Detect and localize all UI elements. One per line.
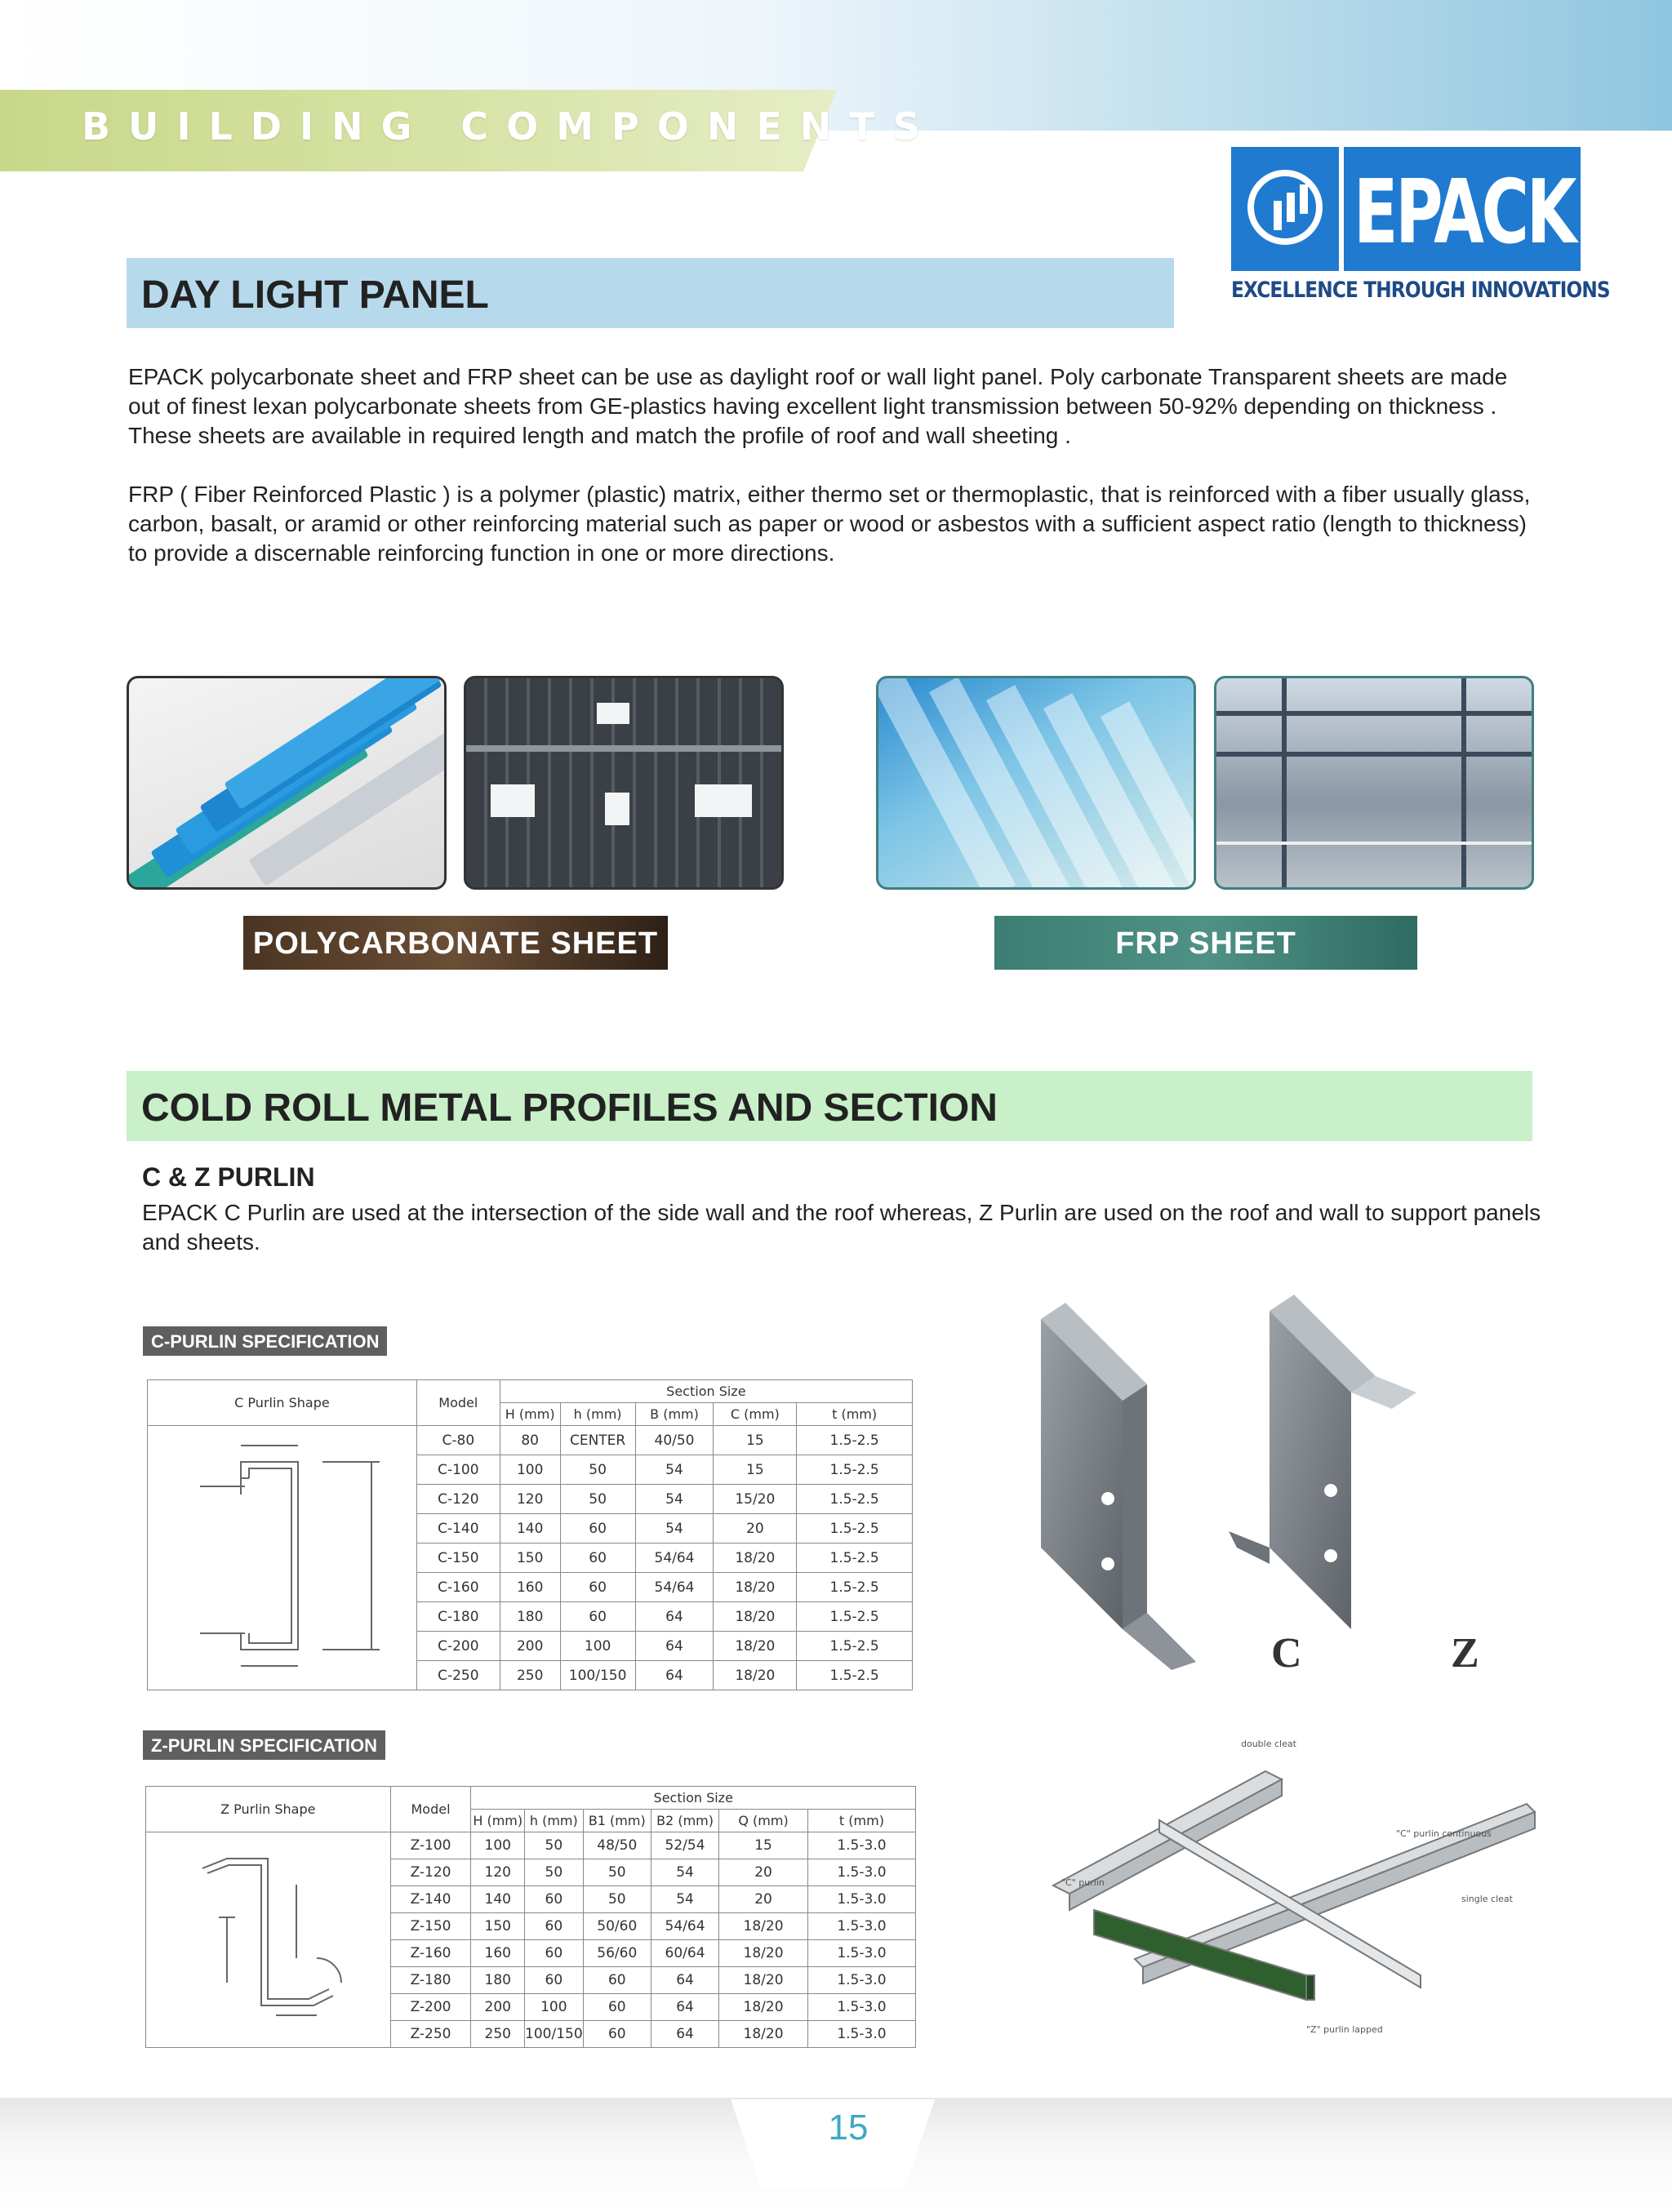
z-cell: 60 xyxy=(525,1940,584,1967)
z-cell: 60 xyxy=(525,1967,584,1994)
c-cell: 1.5-2.5 xyxy=(797,1485,913,1514)
c-cell: 50 xyxy=(560,1455,635,1485)
c-cell: 1.5-2.5 xyxy=(797,1514,913,1544)
c-cell: C-180 xyxy=(416,1602,500,1632)
c-cell: 54 xyxy=(635,1485,714,1514)
z-shape-header: Z Purlin Shape xyxy=(146,1787,391,1832)
c-cell: 40/50 xyxy=(635,1426,714,1455)
z-cell: 60 xyxy=(525,1886,584,1913)
z-cell: Z-200 xyxy=(390,1994,471,2021)
c-cell: 50 xyxy=(560,1485,635,1514)
z-cell: 20 xyxy=(719,1886,808,1913)
z-cell: 50 xyxy=(583,1859,651,1886)
c-cell: 64 xyxy=(635,1602,714,1632)
c-model-header: Model xyxy=(416,1380,500,1426)
z-cell: 64 xyxy=(651,1994,718,2021)
z-purlin-table xyxy=(145,1786,916,2048)
z-model-header: Model xyxy=(390,1787,471,1832)
z-cell: 50/60 xyxy=(583,1913,651,1940)
frp-label: FRP SHEET xyxy=(994,916,1417,970)
z-cell: 140 xyxy=(471,1886,525,1913)
c-cell: 54/64 xyxy=(635,1573,714,1602)
z-cell: 250 xyxy=(471,2021,525,2048)
z-cell: Z-100 xyxy=(390,1832,471,1859)
z-cell: 54/64 xyxy=(651,1913,718,1940)
c-z-purlin-photo xyxy=(992,1286,1580,1670)
z-cell: 20 xyxy=(719,1859,808,1886)
c-cell: 18/20 xyxy=(714,1632,797,1661)
z-cell: 1.5-3.0 xyxy=(807,2021,915,2048)
z-cell: 1.5-3.0 xyxy=(807,1940,915,1967)
polycarbonate-label: POLYCARBONATE SHEET xyxy=(243,916,668,970)
z-cell: 64 xyxy=(651,2021,718,2048)
frame-label-c-continuous: "C" purlin continuous xyxy=(1396,1828,1492,1839)
logo-divider xyxy=(1339,147,1344,271)
c-cell: 64 xyxy=(635,1661,714,1690)
frame-label-z-lapped: "Z" purlin lapped xyxy=(1306,2024,1383,2035)
frp-warehouse-photo xyxy=(1214,676,1534,890)
c-cell: 160 xyxy=(500,1573,560,1602)
c-cell: 150 xyxy=(500,1544,560,1573)
z-cell: 52/54 xyxy=(651,1832,718,1859)
c-col-header: B (mm) xyxy=(635,1403,714,1426)
c-cell: 60 xyxy=(560,1602,635,1632)
z-cell: 56/60 xyxy=(583,1940,651,1967)
daylight-heading: DAY LIGHT PANEL xyxy=(127,258,1174,328)
z-cell: 50 xyxy=(583,1886,651,1913)
c-cell: 15/20 xyxy=(714,1485,797,1514)
c-cell: 18/20 xyxy=(714,1573,797,1602)
c-cell: 15 xyxy=(714,1455,797,1485)
c-cell: 15 xyxy=(714,1426,797,1455)
z-cell: 18/20 xyxy=(719,1994,808,2021)
frame-label-c-purlin: "C" purlin xyxy=(1061,1877,1105,1888)
c-cell: 64 xyxy=(635,1632,714,1661)
logo-word: EPACK xyxy=(1354,162,1575,264)
z-cell: 64 xyxy=(651,1967,718,1994)
z-cell: 1.5-3.0 xyxy=(807,1994,915,2021)
z-col-header: Q (mm) xyxy=(719,1810,808,1832)
c-col-header: C (mm) xyxy=(714,1403,797,1426)
polycarbonate-sheets-photo xyxy=(127,676,447,890)
banner-title: BUILDING COMPONENTS xyxy=(82,104,938,149)
c-cell: 1.5-2.5 xyxy=(797,1602,913,1632)
c-cell: 54/64 xyxy=(635,1544,714,1573)
c-cell: 1.5-2.5 xyxy=(797,1544,913,1573)
z-col-header: H (mm) xyxy=(471,1810,525,1832)
z-cell: Z-150 xyxy=(390,1913,471,1940)
frame-label-double-cleat: double cleat xyxy=(1241,1739,1296,1749)
z-cell: 54 xyxy=(651,1886,718,1913)
z-col-header: B1 (mm) xyxy=(583,1810,651,1832)
z-cell: 100/150 xyxy=(525,2021,584,2048)
z-cell: 100 xyxy=(525,1994,584,2021)
c-purlin-shape-drawing xyxy=(148,1426,417,1690)
z-cell: Z-160 xyxy=(390,1940,471,1967)
frame-label-single-cleat: single cleat xyxy=(1461,1894,1513,1904)
z-label: Z xyxy=(1451,1630,1479,1677)
c-cell: C-140 xyxy=(416,1514,500,1544)
polycarbonate-roof-photo xyxy=(464,676,784,890)
daylight-paragraph-1: EPACK polycarbonate sheet and FRP sheet can be use as daylight roof or wall light panel. Poly carbonate Transparent sheets are made out of finest lexan polycarbonate sheets from GE-plastics having excellent light transmission between 50-92% depending on thickness . These sheets are available in required length and match the profile of roof and wall sheeting . xyxy=(128,364,1508,448)
c-cell: 60 xyxy=(560,1544,635,1573)
c-cell: C-250 xyxy=(416,1661,500,1690)
epack-logo xyxy=(1231,147,1581,271)
c-cell: 54 xyxy=(635,1514,714,1544)
z-purlin-spec-tag: Z-PURLIN SPECIFICATION xyxy=(143,1730,385,1760)
z-cell: 60 xyxy=(583,1967,651,1994)
c-cell: 100 xyxy=(560,1632,635,1661)
c-col-header: h (mm) xyxy=(560,1403,635,1426)
z-cell: 60 xyxy=(583,1994,651,2021)
c-cell: C-80 xyxy=(416,1426,500,1455)
z-cell: 18/20 xyxy=(719,2021,808,2048)
logo-chart-icon xyxy=(1247,170,1323,245)
purlin-subheading: C & Z PURLIN xyxy=(142,1162,315,1192)
z-purlin-shape-drawing xyxy=(146,1832,391,2048)
c-shape-header: C Purlin Shape xyxy=(148,1380,417,1426)
c-cell: C-150 xyxy=(416,1544,500,1573)
daylight-paragraph-2: FRP ( Fiber Reinforced Plastic ) is a polymer (plastic) matrix, either thermo set or thermoplastic, that is reinforced with a fiber usually glass, carbon, basalt, or aramid or other reinforcing material such as paper or wood or asbestos with a sufficient aspect ratio (length to thickness) to provide a discernable reinforcing function in one or more directions. xyxy=(128,482,1531,566)
purlin-frame-diagram xyxy=(1037,1706,1543,2057)
z-cell: 100 xyxy=(471,1832,525,1859)
z-cell: 50 xyxy=(525,1832,584,1859)
c-cell: 1.5-2.5 xyxy=(797,1661,913,1690)
z-cell: 1.5-3.0 xyxy=(807,1832,915,1859)
c-cell: C-200 xyxy=(416,1632,500,1661)
purlin-paragraph: EPACK C Purlin are used at the intersection of the side wall and the roof whereas, Z Purlin are used on the roof and wall to support panels and sheets. xyxy=(142,1200,1541,1255)
c-cell: 180 xyxy=(500,1602,560,1632)
c-cell: 1.5-2.5 xyxy=(797,1426,913,1455)
z-cell: 1.5-3.0 xyxy=(807,1886,915,1913)
z-cell: 48/50 xyxy=(583,1832,651,1859)
z-col-header: B2 (mm) xyxy=(651,1810,718,1832)
c-cell: C-160 xyxy=(416,1573,500,1602)
z-cell: 1.5-3.0 xyxy=(807,1859,915,1886)
z-cell: Z-180 xyxy=(390,1967,471,1994)
z-cell: Z-140 xyxy=(390,1886,471,1913)
c-cell: CENTER xyxy=(560,1426,635,1455)
z-cell: 18/20 xyxy=(719,1967,808,1994)
z-cell: 200 xyxy=(471,1994,525,2021)
c-cell: 18/20 xyxy=(714,1661,797,1690)
c-cell: 54 xyxy=(635,1455,714,1485)
c-cell: 100/150 xyxy=(560,1661,635,1690)
page-number: 15 xyxy=(828,2108,869,2148)
z-cell: Z-250 xyxy=(390,2021,471,2048)
c-cell: 1.5-2.5 xyxy=(797,1455,913,1485)
z-cell: 18/20 xyxy=(719,1913,808,1940)
c-cell: 80 xyxy=(500,1426,560,1455)
c-cell: C-120 xyxy=(416,1485,500,1514)
c-purlin-spec-tag: C-PURLIN SPECIFICATION xyxy=(143,1326,387,1356)
z-cell: 18/20 xyxy=(719,1940,808,1967)
c-cell: 60 xyxy=(560,1573,635,1602)
z-col-header: h (mm) xyxy=(525,1810,584,1832)
c-label: C xyxy=(1271,1630,1302,1677)
z-cell: 1.5-3.0 xyxy=(807,1967,915,1994)
cold-roll-heading: COLD ROLL METAL PROFILES AND SECTION xyxy=(127,1071,1532,1141)
z-cell: 60 xyxy=(583,2021,651,2048)
c-section-header: Section Size xyxy=(500,1380,912,1403)
z-col-header: t (mm) xyxy=(807,1810,915,1832)
c-col-header: H (mm) xyxy=(500,1403,560,1426)
c-cell: 20 xyxy=(714,1514,797,1544)
z-cell: 50 xyxy=(525,1859,584,1886)
c-cell: 200 xyxy=(500,1632,560,1661)
z-cell: 54 xyxy=(651,1859,718,1886)
frp-sheet-photo xyxy=(876,676,1196,890)
c-col-header: t (mm) xyxy=(797,1403,913,1426)
z-section-header: Section Size xyxy=(471,1787,916,1810)
c-cell: 18/20 xyxy=(714,1602,797,1632)
z-cell: 120 xyxy=(471,1859,525,1886)
logo-tagline: EXCELLENCE THROUGH INNOVATIONS xyxy=(1231,278,1610,303)
z-cell: 160 xyxy=(471,1940,525,1967)
c-cell: 18/20 xyxy=(714,1544,797,1573)
z-cell: 1.5-3.0 xyxy=(807,1913,915,1940)
c-cell: 140 xyxy=(500,1514,560,1544)
z-cell: 60 xyxy=(525,1913,584,1940)
c-cell: C-100 xyxy=(416,1455,500,1485)
c-cell: 250 xyxy=(500,1661,560,1690)
c-purlin-table xyxy=(147,1379,913,1690)
z-cell: 150 xyxy=(471,1913,525,1940)
z-cell: 60/64 xyxy=(651,1940,718,1967)
c-cell: 1.5-2.5 xyxy=(797,1573,913,1602)
z-cell: 15 xyxy=(719,1832,808,1859)
c-cell: 1.5-2.5 xyxy=(797,1632,913,1661)
c-cell: 100 xyxy=(500,1455,560,1485)
c-cell: 60 xyxy=(560,1514,635,1544)
c-cell: 120 xyxy=(500,1485,560,1514)
z-cell: 180 xyxy=(471,1967,525,1994)
z-cell: Z-120 xyxy=(390,1859,471,1886)
